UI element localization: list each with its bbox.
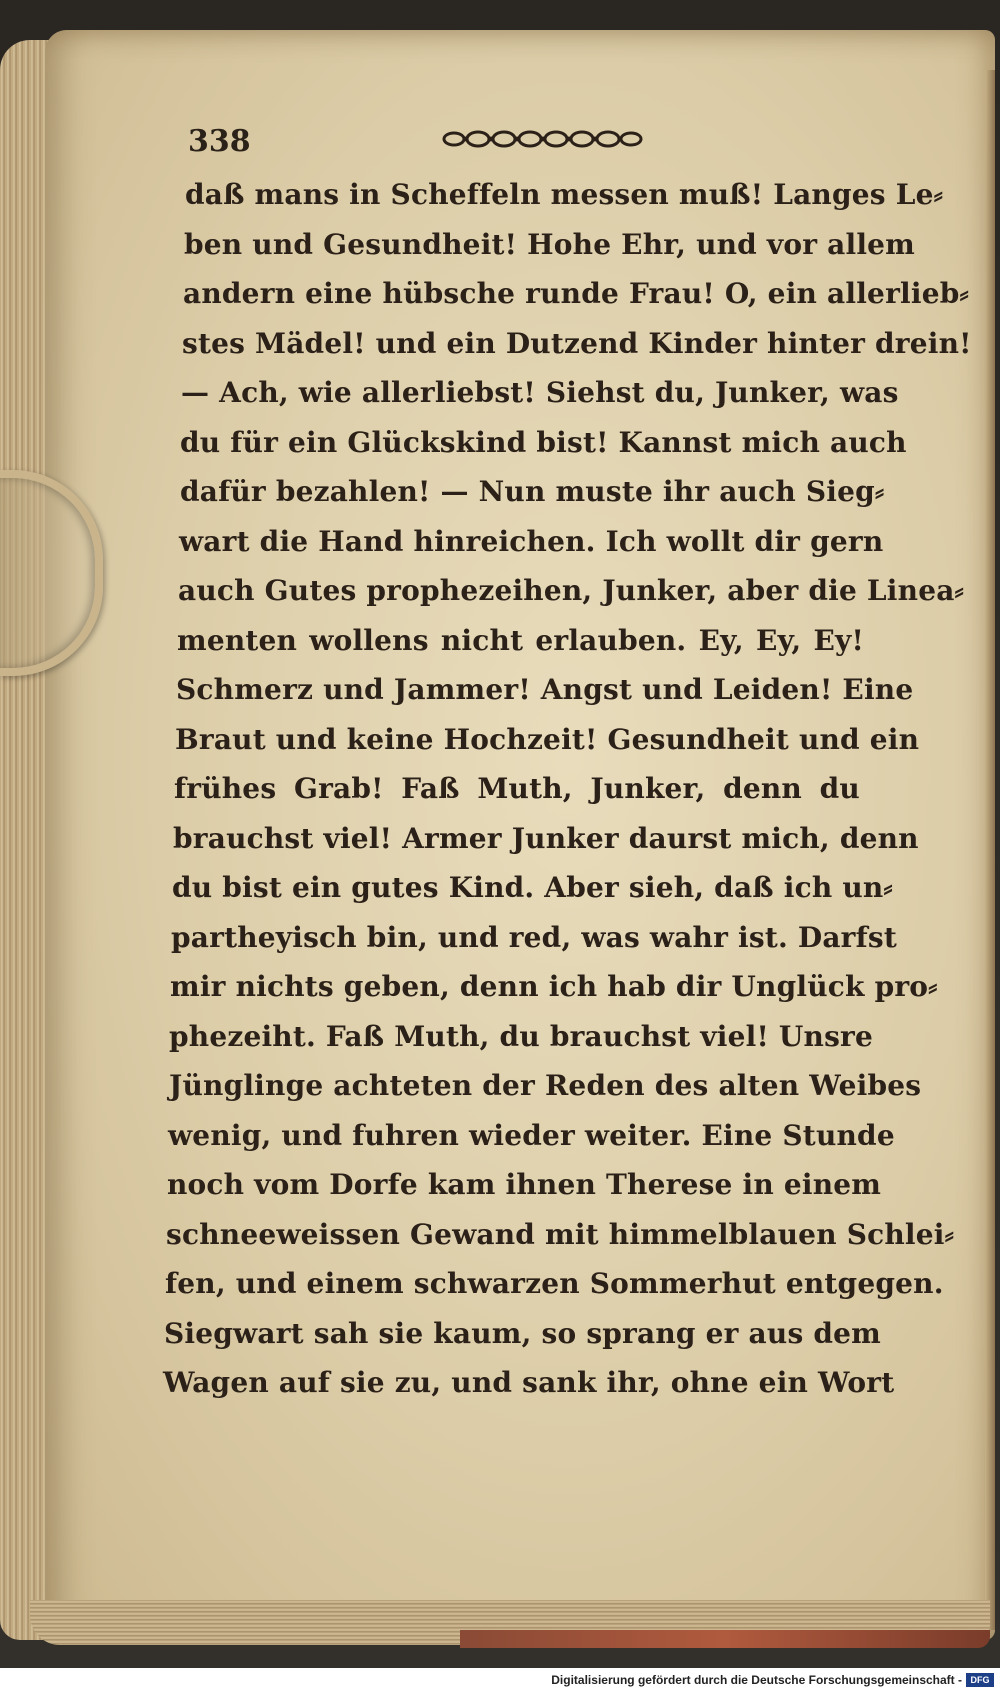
text-line: Siegwart sah sie kaum, so sprang er aus dem: [164, 1316, 881, 1350]
text-line: Wagen auf sie zu, und sank ihr, ohne ein Wort: [163, 1366, 895, 1399]
text-line: partheyisch bin, und red, was wahr ist. Darfst: [171, 920, 897, 954]
text-line: wart die Hand hinreichen. Ich wollt dir gern: [179, 524, 884, 558]
digitization-credit: Digitalisierung gefördert durch die Deutsche Forschungsgemeinschaft -: [551, 1673, 962, 1687]
page-header: [185, 118, 835, 163]
text-line: schneeweissen Gewand mit himmelblauen Schlei⸗: [166, 1217, 955, 1251]
text-line: Jünglinge achteten der Reden des alten Weibes: [169, 1069, 922, 1102]
text-line: stes Mädel! und ein Dutzend Kinder hinter drein!: [182, 326, 972, 360]
text-line: auch Gutes prophezeihen, Junker, aber die Linea⸗: [178, 574, 965, 607]
page-body-text: [163, 170, 972, 1408]
text-line: Schmerz und Jammer! Angst und Leiden! Eine: [176, 673, 914, 706]
text-line: andern eine hübsche runde Frau! O, ein allerlieb⸗: [183, 277, 970, 310]
text-line: brauchst viel! Armer Junker daurst mich, denn: [173, 821, 919, 855]
text-line: daß mans in Scheffeln messen muß! Langes Le⸗: [185, 178, 944, 211]
header-ornament-icon: [440, 128, 645, 150]
text-line: noch vom Dorfe kam ihnen Therese in einem: [167, 1168, 882, 1201]
text-line: du für ein Glückskind bist! Kannst mich auch: [180, 425, 907, 459]
text-line: mir nichts geben, denn ich hab dir Unglück pro⸗: [170, 970, 938, 1003]
text-line: frühes Grab! Faß Muth, Junker, denn du: [174, 772, 860, 805]
text-line: menten wollens nicht erlauben. Ey, Ey, Ey!: [177, 623, 864, 657]
text-line: wenig, und fuhren wieder weiter. Eine Stunde: [168, 1118, 895, 1152]
dfg-logo-icon: DFG: [966, 1673, 994, 1687]
text-line: dafür bezahlen! — Nun muste ihr auch Sieg⸗: [180, 475, 885, 508]
text-line: — Ach, wie allerliebst! Siehst du, Junker, was: [181, 376, 899, 409]
text-line: du bist ein gutes Kind. Aber sieh, daß ich un⸗: [172, 871, 893, 904]
page-right-edge: [985, 70, 995, 1630]
text-line: fen, und einem schwarzen Sommerhut entgegen.: [165, 1267, 944, 1300]
text-line: Braut und keine Hochzeit! Gesundheit und ein: [175, 722, 920, 756]
footer-bar: [0, 1668, 1000, 1695]
book-cover-edge: [460, 1630, 990, 1648]
text-line: phezeiht. Faß Muth, du brauchst viel! Unsre: [169, 1019, 874, 1053]
text-line: ben und Gesundheit! Hohe Ehr, und vor allem: [184, 227, 916, 261]
page-number: 338: [188, 124, 251, 159]
